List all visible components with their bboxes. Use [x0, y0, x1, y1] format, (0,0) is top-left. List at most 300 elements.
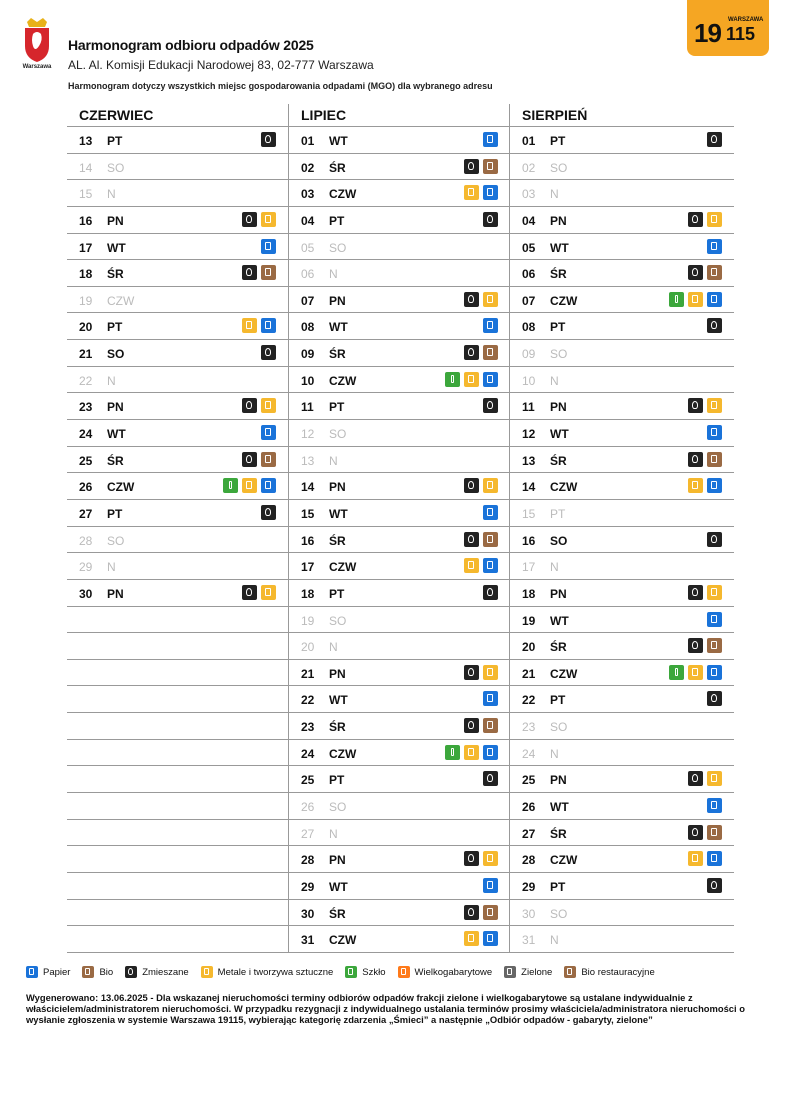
- day-number: 13: [522, 453, 536, 468]
- glass-waste-icon: [669, 665, 684, 680]
- weekday: CZW: [329, 187, 357, 202]
- weekday: ŚR: [550, 826, 567, 841]
- mixed-waste-icon: [464, 345, 479, 360]
- weekday: PN: [550, 586, 567, 601]
- paper-waste-icon: [483, 372, 498, 387]
- metal-waste-icon: [201, 966, 213, 978]
- day-row: [67, 660, 288, 687]
- metal-waste-icon: [261, 585, 276, 600]
- crest-label: Warszawa: [22, 64, 52, 70]
- waste-icons: [445, 745, 498, 760]
- mixed-waste-icon: [125, 966, 137, 978]
- mixed-waste-icon: [707, 132, 722, 147]
- badge-number: 115: [726, 24, 756, 44]
- day-number: 14: [301, 480, 315, 495]
- day-number: 05: [301, 240, 315, 255]
- day-number: 25: [79, 453, 93, 468]
- day-row: [289, 154, 510, 181]
- day-row: [67, 500, 288, 527]
- weekday: PT: [550, 506, 566, 521]
- month-column: [67, 104, 288, 953]
- weekday: PT: [107, 506, 123, 521]
- day-row: [289, 287, 510, 314]
- waste-icons: [464, 718, 498, 733]
- legend-label: Metale i tworzywa sztuczne: [217, 966, 334, 978]
- paper-waste-icon: [261, 239, 276, 254]
- weekday: CZW: [329, 373, 357, 388]
- bio-waste-icon: [82, 966, 94, 978]
- waste-icons: [261, 132, 276, 147]
- day-row: [289, 207, 510, 234]
- weekday: WT: [550, 240, 569, 255]
- waste-icons: [261, 505, 276, 520]
- day-number: 20: [522, 640, 536, 655]
- legend-label: Bio restauracyjne: [581, 966, 655, 978]
- metal-waste-icon: [483, 665, 498, 680]
- day-number: 09: [522, 347, 536, 362]
- day-row: [67, 393, 288, 420]
- waste-icons: [464, 905, 498, 920]
- day-row: [510, 713, 734, 740]
- badge-small-text: WARSZAWA: [728, 17, 764, 23]
- waste-icons: [688, 825, 722, 840]
- day-number: 22: [301, 693, 315, 708]
- mixed-waste-icon: [261, 345, 276, 360]
- day-row: [289, 580, 510, 607]
- weekday: SO: [107, 347, 125, 362]
- waste-icons: [464, 558, 498, 573]
- day-number: 15: [79, 187, 93, 202]
- day-row: [289, 766, 510, 793]
- day-row: [510, 420, 734, 447]
- paper-waste-icon: [707, 239, 722, 254]
- glass-waste-icon: [445, 745, 460, 760]
- weekday: PT: [550, 879, 566, 894]
- day-row: [289, 713, 510, 740]
- month-column: [288, 104, 510, 953]
- weekday: ŚR: [329, 533, 346, 548]
- day-row: [510, 500, 734, 527]
- day-number: 26: [79, 480, 93, 495]
- waste-icons: [261, 425, 276, 440]
- paper-waste-icon: [483, 132, 498, 147]
- day-row: [289, 793, 510, 820]
- waste-icons: [688, 452, 722, 467]
- day-row: [510, 633, 734, 660]
- day-number: 13: [79, 134, 93, 148]
- waste-icons: [688, 212, 722, 227]
- crest-icon: [23, 18, 51, 62]
- paper-waste-icon: [707, 612, 722, 627]
- weekday: SO: [550, 533, 568, 548]
- weekday: PN: [550, 773, 567, 788]
- day-row: [289, 127, 510, 154]
- mixed-waste-icon: [464, 292, 479, 307]
- day-number: 07: [522, 293, 536, 308]
- paper-waste-icon: [483, 558, 498, 573]
- paper-waste-icon: [707, 292, 722, 307]
- day-row: [67, 846, 288, 873]
- bio-waste-icon: [707, 825, 722, 840]
- day-number: 12: [301, 427, 315, 442]
- weekday: N: [550, 746, 559, 761]
- bio-waste-icon: [483, 532, 498, 547]
- weekday: PN: [329, 853, 346, 868]
- day-number: 04: [522, 213, 536, 228]
- waste-icons: [242, 585, 276, 600]
- day-number: 07: [301, 293, 315, 308]
- month-header: SIERPIEŃ: [510, 104, 734, 127]
- mixed-waste-icon: [688, 452, 703, 467]
- legend-item: [82, 966, 113, 978]
- day-number: 20: [79, 320, 93, 335]
- waste-icons: [707, 425, 722, 440]
- waste-icons: [464, 478, 498, 493]
- day-row: [510, 340, 734, 367]
- paper-waste-icon: [483, 745, 498, 760]
- mixed-waste-icon: [483, 212, 498, 227]
- waste-icons: [688, 771, 722, 786]
- day-number: 30: [79, 586, 93, 601]
- weekday: N: [107, 560, 116, 575]
- weekday: N: [107, 187, 116, 202]
- mixed-waste-icon: [242, 265, 257, 280]
- day-row: [67, 473, 288, 500]
- weekday: N: [550, 187, 559, 202]
- metal-waste-icon: [242, 478, 257, 493]
- glass-waste-icon: [669, 292, 684, 307]
- day-row: [510, 447, 734, 474]
- waste-icons: [707, 798, 722, 813]
- waste-icons: [464, 292, 498, 307]
- weekday: PN: [550, 213, 567, 228]
- day-number: 14: [522, 480, 536, 495]
- mixed-waste-icon: [242, 452, 257, 467]
- legend-label: Zmieszane: [142, 966, 189, 978]
- day-row: [289, 660, 510, 687]
- day-row: [289, 260, 510, 287]
- day-row: [510, 234, 734, 261]
- day-row: [510, 313, 734, 340]
- waste-icons: [707, 691, 722, 706]
- weekday: CZW: [329, 560, 357, 575]
- day-number: 10: [301, 373, 315, 388]
- waste-icons: [688, 851, 722, 866]
- day-number: 29: [522, 879, 536, 894]
- weekday: SO: [550, 906, 568, 921]
- day-row: [67, 340, 288, 367]
- warszawa-19115-logo[interactable]: [687, 0, 769, 56]
- weekday: SO: [550, 347, 568, 362]
- day-number: 17: [79, 240, 93, 255]
- day-row: [289, 340, 510, 367]
- day-number: 27: [522, 826, 536, 841]
- paper-waste-icon: [261, 318, 276, 333]
- day-row: [510, 873, 734, 900]
- day-number: 09: [301, 347, 315, 362]
- paper-waste-icon: [483, 931, 498, 946]
- waste-icons: [707, 318, 722, 333]
- paper-waste-icon: [707, 798, 722, 813]
- day-row: [289, 926, 510, 953]
- day-row: [67, 607, 288, 634]
- day-number: 24: [522, 746, 536, 761]
- waste-icons: [242, 398, 276, 413]
- metal-waste-icon: [483, 292, 498, 307]
- mixed-waste-icon: [483, 585, 498, 600]
- day-row: [67, 207, 288, 234]
- day-row: [510, 207, 734, 234]
- metal-waste-icon: [688, 665, 703, 680]
- waste-icons: [483, 318, 498, 333]
- metal-waste-icon: [464, 185, 479, 200]
- legend-label: Zielone: [521, 966, 553, 978]
- waste-icons: [707, 878, 722, 893]
- day-number: 15: [522, 506, 536, 521]
- weekday: N: [550, 373, 559, 388]
- weekday: ŚR: [550, 453, 567, 468]
- bio-waste-icon: [483, 345, 498, 360]
- weekday: PT: [550, 134, 566, 148]
- legend-item: [26, 966, 70, 978]
- waste-icons: [464, 345, 498, 360]
- day-number: 22: [79, 373, 93, 388]
- metal-waste-icon: [464, 372, 479, 387]
- mixed-waste-icon: [464, 478, 479, 493]
- day-number: 11: [301, 400, 314, 415]
- legend-label: Szkło: [362, 966, 386, 978]
- day-number: 22: [522, 693, 536, 708]
- day-row: [289, 500, 510, 527]
- day-row: [67, 740, 288, 767]
- bio-waste-icon: [483, 905, 498, 920]
- day-number: 25: [522, 773, 536, 788]
- waste-icons: [483, 878, 498, 893]
- day-row: [510, 473, 734, 500]
- mixed-waste-icon: [688, 585, 703, 600]
- weekday: CZW: [107, 293, 135, 308]
- bio-waste-icon: [261, 265, 276, 280]
- day-row: [289, 553, 510, 580]
- weekday: PT: [550, 320, 566, 335]
- metal-waste-icon: [707, 771, 722, 786]
- waste-icons: [669, 665, 722, 680]
- day-number: 06: [301, 267, 315, 282]
- day-row: [289, 633, 510, 660]
- mixed-waste-icon: [242, 398, 257, 413]
- metal-waste-icon: [261, 212, 276, 227]
- day-row: [510, 527, 734, 554]
- page-title: Harmonogram odbioru odpadów 2025: [68, 37, 314, 53]
- green-waste-icon: [504, 966, 516, 978]
- weekday: PN: [329, 480, 346, 495]
- weekday: WT: [329, 693, 348, 708]
- waste-icons: [707, 239, 722, 254]
- weekday: SO: [329, 240, 347, 255]
- paper-waste-icon: [261, 478, 276, 493]
- waste-icons: [688, 265, 722, 280]
- weekday: ŚR: [329, 160, 346, 175]
- day-row: [67, 234, 288, 261]
- paper-waste-icon: [707, 478, 722, 493]
- weekday: CZW: [329, 746, 357, 761]
- day-number: 03: [522, 187, 536, 202]
- day-number: 21: [79, 347, 93, 362]
- weekday: SO: [329, 427, 347, 442]
- day-row: [289, 846, 510, 873]
- weekday: SO: [329, 800, 347, 815]
- subtitle: Harmonogram dotyczy wszystkich miejsc gospodarowania odpadami (MGO) dla wybranego adresu: [68, 81, 493, 91]
- waste-icons: [445, 372, 498, 387]
- mixed-waste-icon: [261, 505, 276, 520]
- waste-icons: [707, 612, 722, 627]
- bio-waste-icon: [707, 638, 722, 653]
- weekday: WT: [329, 879, 348, 894]
- day-number: 28: [522, 853, 536, 868]
- day-number: 19: [522, 613, 536, 628]
- weekday: WT: [107, 427, 126, 442]
- day-row: [67, 447, 288, 474]
- glass-waste-icon: [345, 966, 357, 978]
- month-column: [509, 104, 734, 953]
- day-number: 21: [522, 666, 536, 681]
- waste-icons: [242, 212, 276, 227]
- day-row: [67, 766, 288, 793]
- day-row: [510, 926, 734, 953]
- legend-item: [564, 966, 654, 978]
- waste-icons: [688, 478, 722, 493]
- waste-icons: [483, 398, 498, 413]
- paper-waste-icon: [483, 691, 498, 706]
- waste-icons: [483, 212, 498, 227]
- day-number: 23: [522, 720, 536, 735]
- legend-item: [398, 966, 493, 978]
- day-row: [510, 154, 734, 181]
- day-row: [67, 420, 288, 447]
- weekday: SO: [107, 160, 125, 175]
- day-number: 10: [522, 373, 536, 388]
- day-number: 11: [522, 400, 535, 415]
- weekday: CZW: [550, 666, 578, 681]
- badge-big-number: 19: [694, 18, 721, 48]
- day-row: [510, 793, 734, 820]
- waste-icons: [464, 159, 498, 174]
- metal-waste-icon: [707, 212, 722, 227]
- weekday: WT: [550, 613, 569, 628]
- glass-waste-icon: [223, 478, 238, 493]
- day-row: [67, 633, 288, 660]
- waste-icons: [669, 292, 722, 307]
- day-row: [510, 686, 734, 713]
- paper-waste-icon: [483, 878, 498, 893]
- day-number: 29: [301, 879, 315, 894]
- paper-waste-icon: [707, 425, 722, 440]
- day-number: 18: [301, 586, 315, 601]
- day-number: 12: [522, 427, 536, 442]
- weekday: PT: [107, 134, 123, 148]
- metal-waste-icon: [688, 851, 703, 866]
- day-row: [289, 473, 510, 500]
- legend-item: [125, 966, 188, 978]
- mixed-waste-icon: [464, 851, 479, 866]
- day-number: 31: [301, 933, 315, 948]
- weekday: PN: [329, 666, 346, 681]
- legend-item: [345, 966, 385, 978]
- waste-icons: [483, 585, 498, 600]
- legend-item: [201, 966, 334, 978]
- day-number: 18: [522, 586, 536, 601]
- metal-waste-icon: [483, 851, 498, 866]
- metal-waste-icon: [464, 558, 479, 573]
- waste-icons: [688, 585, 722, 600]
- waste-icons: [483, 132, 498, 147]
- day-number: 31: [522, 933, 536, 948]
- mixed-waste-icon: [464, 905, 479, 920]
- mixed-waste-icon: [483, 771, 498, 786]
- day-row: [289, 873, 510, 900]
- weekday: ŚR: [329, 906, 346, 921]
- day-number: 24: [301, 746, 315, 761]
- mixed-waste-icon: [688, 212, 703, 227]
- waste-icons: [483, 505, 498, 520]
- bio-waste-icon: [261, 452, 276, 467]
- weekday: ŚR: [550, 640, 567, 655]
- waste-icons: [707, 532, 722, 547]
- day-row: [510, 820, 734, 847]
- waste-icons: [464, 931, 498, 946]
- day-row: [67, 260, 288, 287]
- day-row: [67, 793, 288, 820]
- weekday: SO: [329, 613, 347, 628]
- day-number: 30: [522, 906, 536, 921]
- day-number: 04: [301, 213, 315, 228]
- day-row: [510, 367, 734, 394]
- month-header: LIPIEC: [289, 104, 510, 127]
- mixed-waste-icon: [464, 532, 479, 547]
- day-row: [67, 686, 288, 713]
- mixed-waste-icon: [688, 638, 703, 653]
- weekday: PT: [329, 400, 345, 415]
- bio-waste-icon: [483, 718, 498, 733]
- day-row: [67, 820, 288, 847]
- paper-waste-icon: [707, 851, 722, 866]
- day-number: 17: [301, 560, 315, 575]
- weekday: PN: [107, 213, 124, 228]
- day-number: 08: [522, 320, 536, 335]
- address: AL. Al. Komisji Edukacji Narodowej 83, 02-777 Warszawa: [68, 58, 374, 72]
- paper-waste-icon: [483, 318, 498, 333]
- weekday: CZW: [107, 480, 135, 495]
- metal-waste-icon: [464, 931, 479, 946]
- glass-waste-icon: [445, 372, 460, 387]
- day-number: 17: [522, 560, 536, 575]
- weekday: N: [550, 933, 559, 948]
- mixed-waste-icon: [707, 878, 722, 893]
- waste-icons: [464, 851, 498, 866]
- waste-icons: [483, 771, 498, 786]
- waste-icons: [242, 318, 276, 333]
- paper-waste-icon: [707, 665, 722, 680]
- legend-label: Bio: [99, 966, 114, 978]
- metal-waste-icon: [688, 478, 703, 493]
- legend-item: [504, 966, 552, 978]
- day-number: 03: [301, 187, 315, 202]
- day-number: 28: [79, 533, 93, 548]
- day-row: [510, 580, 734, 607]
- day-row: [510, 180, 734, 207]
- day-number: 23: [301, 720, 315, 735]
- day-row: [510, 766, 734, 793]
